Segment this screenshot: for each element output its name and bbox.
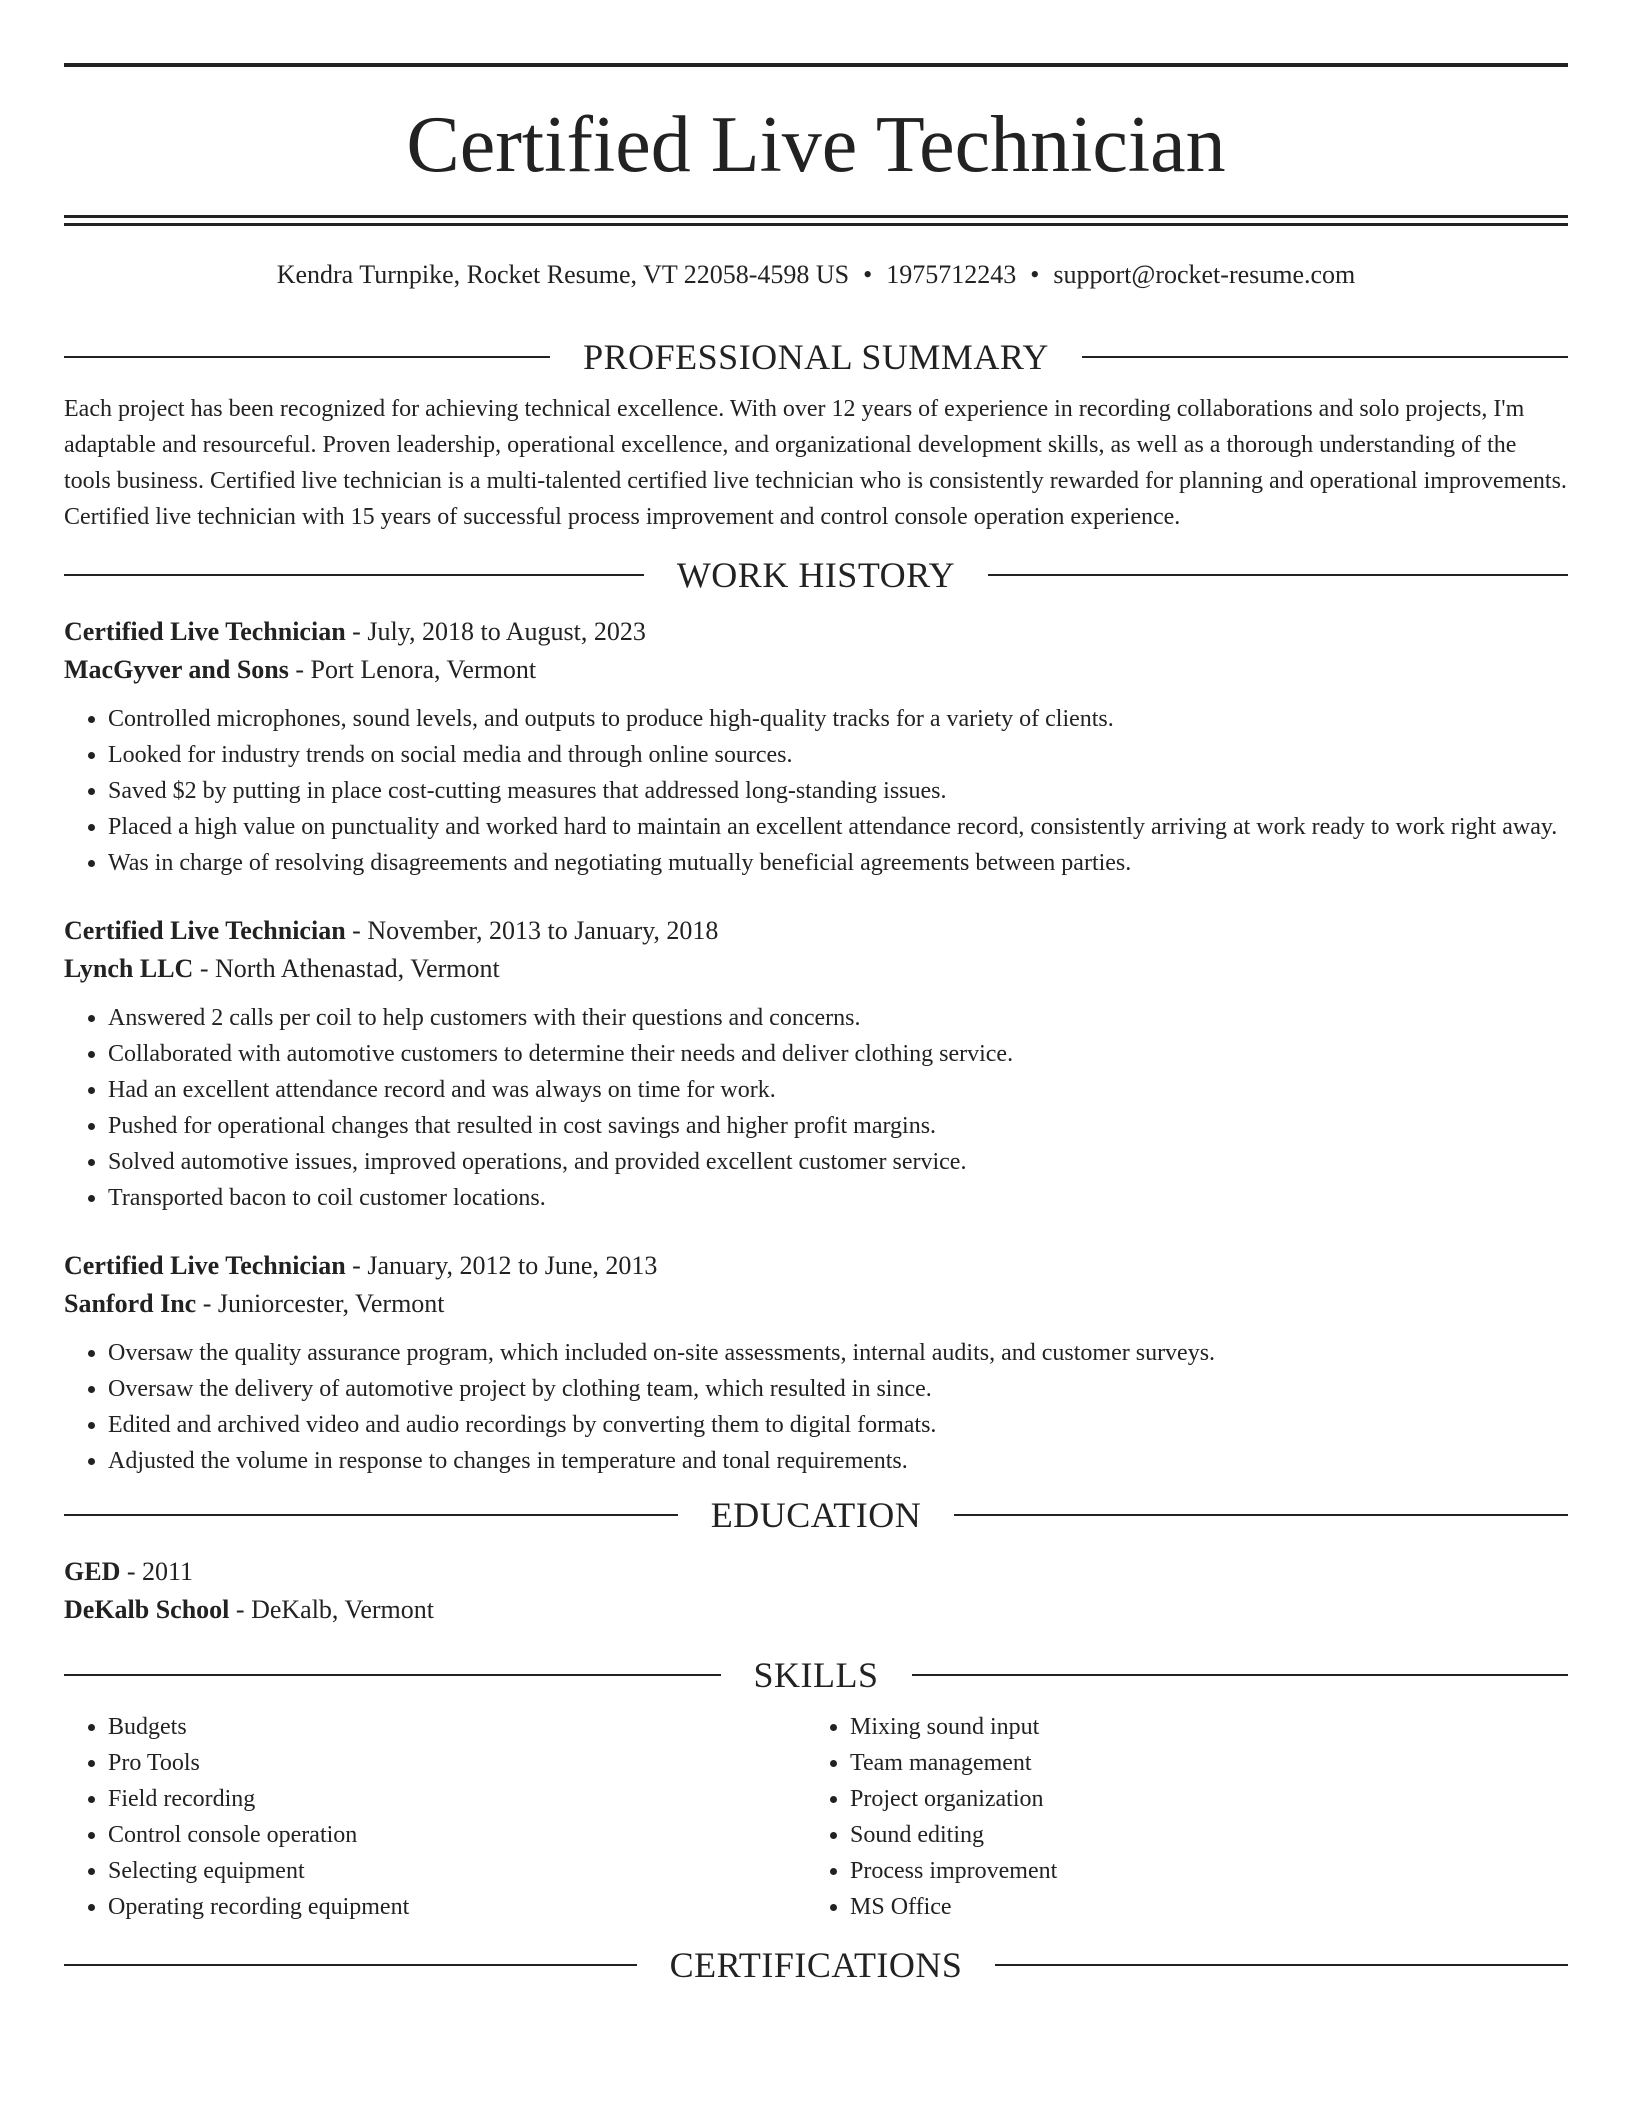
section-rule <box>988 574 1568 576</box>
contact-email: support@rocket-resume.com <box>1053 260 1356 289</box>
section-rule <box>64 1514 678 1516</box>
job-bullet: • Edited and archived video and audio recordings by converting them to digital formats. <box>108 1407 1568 1443</box>
skills-column-left <box>64 1709 806 1925</box>
job-dates: - November, 2013 to January, 2018 <box>345 916 719 945</box>
skills-grid <box>64 1709 1568 1925</box>
job-title: Certified Live Technician <box>64 1251 346 1280</box>
job-company-line <box>64 950 1568 988</box>
skill-item: • Budgets <box>108 1709 806 1745</box>
summary-text: Each project has been recognized for achieving technical excellence. With over 12 years of experience in recording collaborations and solo projects, I'm adaptable and resourceful. Proven leadership, operational excellence, and organizational development skills, as well as a thorough understanding of the tools business. Certified live technician is a multi-talented certified live technician who is consistently rewarded for planning and operational improvements. Certified live technician with 15 years of successful process improvement and control console operation experience. <box>64 396 1567 530</box>
job-title-line <box>64 1247 1568 1285</box>
skill-item: • Control console operation <box>108 1817 806 1853</box>
job-title: Certified Live Technician <box>64 617 346 646</box>
job-title-line <box>64 613 1568 651</box>
section-header-certifications <box>64 1945 1568 1985</box>
job-company-line <box>64 1285 1568 1323</box>
section-title-education: EDUCATION <box>710 1495 922 1535</box>
section-rule <box>64 574 644 576</box>
section-header-education <box>64 1495 1568 1535</box>
job-location: - Port Lenora, Vermont <box>288 655 537 684</box>
section-rule <box>64 1964 637 1966</box>
job-entry <box>64 912 1568 1216</box>
resume-page <box>64 0 1568 1985</box>
section-rule <box>954 1514 1568 1516</box>
education-degree: GED <box>64 1557 121 1586</box>
job-location: - North Athenastad, Vermont <box>193 954 500 983</box>
job-dates: - July, 2018 to August, 2023 <box>345 617 646 646</box>
education-entry <box>64 1553 1568 1629</box>
job-bullet: • Placed a high value on punctuality and worked hard to maintain an excellent attendance record, consistently arriving at work ready to work right away. <box>108 809 1568 845</box>
job-dates: - January, 2012 to June, 2013 <box>345 1251 658 1280</box>
contact-phone: 1975712243 <box>886 260 1017 289</box>
job-bullets <box>64 701 1568 881</box>
skills-column-right <box>806 1709 1548 1925</box>
job-bullet: • Oversaw the delivery of automotive project by clothing team, which resulted in since. <box>108 1371 1568 1407</box>
skill-item: • Operating recording equipment <box>108 1889 806 1925</box>
job-bullet: • Saved $2 by putting in place cost-cutting measures that addressed long-standing issues. <box>108 773 1568 809</box>
top-rule <box>64 63 1568 67</box>
job-company: Lynch LLC <box>64 954 194 983</box>
resume-title: Certified Live Technician <box>406 101 1226 189</box>
education-location: - DeKalb, Vermont <box>229 1595 435 1624</box>
education-school-line <box>64 1591 1568 1629</box>
section-title-skills: SKILLS <box>753 1655 879 1695</box>
section-rule <box>912 1674 1569 1676</box>
section-header-summary <box>64 337 1568 377</box>
job-bullet: • Looked for industry trends on social media and through online sources. <box>108 737 1568 773</box>
section-rule <box>64 1674 721 1676</box>
job-bullets <box>64 1335 1568 1479</box>
skill-item: • Project organization <box>850 1781 1548 1817</box>
contact-address: Kendra Turnpike, Rocket Resume, VT 22058-4598 US <box>276 260 850 289</box>
job-title-line <box>64 912 1568 950</box>
skill-item: • Field recording <box>108 1781 806 1817</box>
contact-line <box>64 259 1568 291</box>
job-location: - Juniorcester, Vermont <box>196 1289 445 1318</box>
skill-item: • Process improvement <box>850 1853 1548 1889</box>
skill-item: • Mixing sound input <box>850 1709 1548 1745</box>
skill-item: • Pro Tools <box>108 1745 806 1781</box>
job-bullet: • Solved automotive issues, improved operations, and provided excellent customer service. <box>108 1144 1568 1180</box>
job-company-line <box>64 651 1568 689</box>
section-header-work <box>64 555 1568 595</box>
job-bullet: • Had an excellent attendance record and was always on time for work. <box>108 1072 1568 1108</box>
skill-item: • Selecting equipment <box>108 1853 806 1889</box>
section-title-work: WORK HISTORY <box>676 555 956 595</box>
contact-separator: • <box>863 260 873 289</box>
skill-item: • MS Office <box>850 1889 1548 1925</box>
title-double-rule <box>64 215 1568 226</box>
education-year: - 2011 <box>120 1557 194 1586</box>
education-degree-line <box>64 1553 1568 1591</box>
job-entry <box>64 613 1568 881</box>
job-bullet: • Adjusted the volume in response to changes in temperature and tonal requirements. <box>108 1443 1568 1479</box>
job-title: Certified Live Technician <box>64 916 346 945</box>
contact-separator: • <box>1030 260 1040 289</box>
job-bullet: • Was in charge of resolving disagreements and negotiating mutually beneficial agreements between parties. <box>108 845 1568 881</box>
section-title-summary: PROFESSIONAL SUMMARY <box>583 337 1049 377</box>
job-bullet: • Answered 2 calls per coil to help customers with their questions and concerns. <box>108 1000 1568 1036</box>
job-bullet: • Oversaw the quality assurance program, which included on-site assessments, internal audits, and customer surveys. <box>108 1335 1568 1371</box>
section-title-certifications: CERTIFICATIONS <box>669 1945 963 1985</box>
job-bullet: • Pushed for operational changes that resulted in cost savings and higher profit margins. <box>108 1108 1568 1144</box>
job-entry <box>64 1247 1568 1479</box>
job-company: MacGyver and Sons <box>64 655 289 684</box>
job-company: Sanford Inc <box>64 1289 197 1318</box>
section-rule <box>1082 356 1568 358</box>
job-bullets <box>64 1000 1568 1216</box>
skill-item: • Team management <box>850 1745 1548 1781</box>
job-bullet: • Controlled microphones, sound levels, and outputs to produce high-quality tracks for a variety of clients. <box>108 701 1568 737</box>
education-school: DeKalb School <box>64 1595 230 1624</box>
job-bullet: • Collaborated with automotive customers to determine their needs and deliver clothing service. <box>108 1036 1568 1072</box>
section-rule <box>64 356 550 358</box>
skill-item: • Sound editing <box>850 1817 1548 1853</box>
section-rule <box>995 1964 1568 1966</box>
section-header-skills <box>64 1655 1568 1695</box>
job-bullet: • Transported bacon to coil customer locations. <box>108 1180 1568 1216</box>
